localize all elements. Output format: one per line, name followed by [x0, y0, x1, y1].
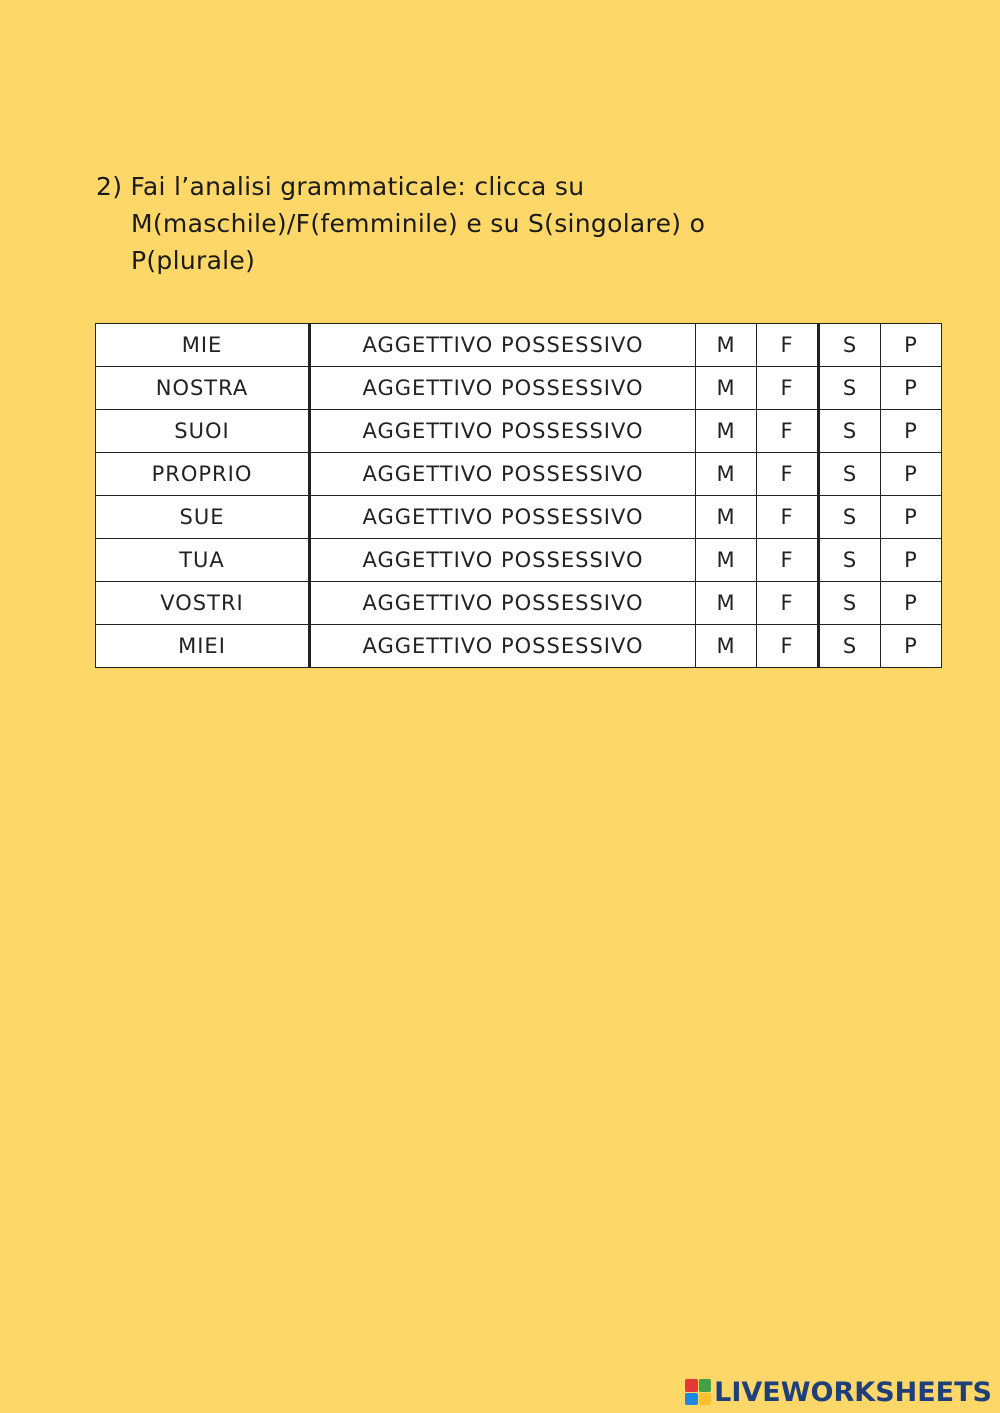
option-m-maschile[interactable]: M [696, 453, 757, 496]
option-p-plurale[interactable]: P [881, 367, 942, 410]
option-m-maschile[interactable]: M [696, 410, 757, 453]
option-s-singolare[interactable]: S [819, 453, 881, 496]
option-f-femminile[interactable]: F [757, 453, 819, 496]
instructions-line-2: M(maschile)/F(femminile) e su S(singolare) o [131, 209, 706, 238]
table-row [96, 539, 942, 582]
table-row [96, 453, 942, 496]
word-cell: MIE [96, 324, 310, 367]
option-p-plurale[interactable]: P [881, 539, 942, 582]
option-p-plurale[interactable]: P [881, 625, 942, 668]
category-cell: AGGETTIVO POSSESSIVO [310, 582, 696, 625]
option-f-femminile[interactable]: F [757, 496, 819, 539]
analysis-table [95, 323, 942, 668]
category-cell: AGGETTIVO POSSESSIVO [310, 324, 696, 367]
option-s-singolare[interactable]: S [819, 367, 881, 410]
option-p-plurale[interactable]: P [881, 453, 942, 496]
table-row [96, 625, 942, 668]
option-m-maschile[interactable]: M [696, 539, 757, 582]
option-p-plurale[interactable]: P [881, 582, 942, 625]
category-cell: AGGETTIVO POSSESSIVO [310, 410, 696, 453]
category-cell: AGGETTIVO POSSESSIVO [310, 625, 696, 668]
instructions-line-1: 2) Fai l’analisi grammaticale: clicca su [96, 172, 585, 201]
option-f-femminile[interactable]: F [757, 410, 819, 453]
category-cell: AGGETTIVO POSSESSIVO [310, 367, 696, 410]
word-cell: SUOI [96, 410, 310, 453]
category-cell: AGGETTIVO POSSESSIVO [310, 539, 696, 582]
word-cell: VOSTRI [96, 582, 310, 625]
option-f-femminile[interactable]: F [757, 324, 819, 367]
option-m-maschile[interactable]: M [696, 582, 757, 625]
option-s-singolare[interactable]: S [819, 582, 881, 625]
word-cell: MIEI [96, 625, 310, 668]
table-row [96, 582, 942, 625]
word-cell: PROPRIO [96, 453, 310, 496]
option-m-maschile[interactable]: M [696, 625, 757, 668]
table-row [96, 410, 942, 453]
word-cell: SUE [96, 496, 310, 539]
liveworksheets-brand: LIVEWORKSHEETS [714, 1376, 992, 1408]
option-f-femminile[interactable]: F [757, 582, 819, 625]
word-cell: TUA [96, 539, 310, 582]
table-row [96, 367, 942, 410]
table-row [96, 496, 942, 539]
instructions-line-3: P(plurale) [131, 246, 256, 275]
option-p-plurale[interactable]: P [881, 410, 942, 453]
option-f-femminile[interactable]: F [757, 625, 819, 668]
option-p-plurale[interactable]: P [881, 324, 942, 367]
option-s-singolare[interactable]: S [819, 410, 881, 453]
category-cell: AGGETTIVO POSSESSIVO [310, 453, 696, 496]
option-s-singolare[interactable]: S [819, 539, 881, 582]
word-cell: NOSTRA [96, 367, 310, 410]
liveworksheets-logo-icon [685, 1379, 711, 1405]
option-m-maschile[interactable]: M [696, 367, 757, 410]
option-m-maschile[interactable]: M [696, 496, 757, 539]
option-f-femminile[interactable]: F [757, 367, 819, 410]
liveworksheets-watermark [685, 1375, 992, 1409]
category-cell: AGGETTIVO POSSESSIVO [310, 496, 696, 539]
option-p-plurale[interactable]: P [881, 496, 942, 539]
option-s-singolare[interactable]: S [819, 324, 881, 367]
option-s-singolare[interactable]: S [819, 496, 881, 539]
option-m-maschile[interactable]: M [696, 324, 757, 367]
option-f-femminile[interactable]: F [757, 539, 819, 582]
table-row [96, 324, 942, 367]
instructions [96, 168, 856, 279]
option-s-singolare[interactable]: S [819, 625, 881, 668]
